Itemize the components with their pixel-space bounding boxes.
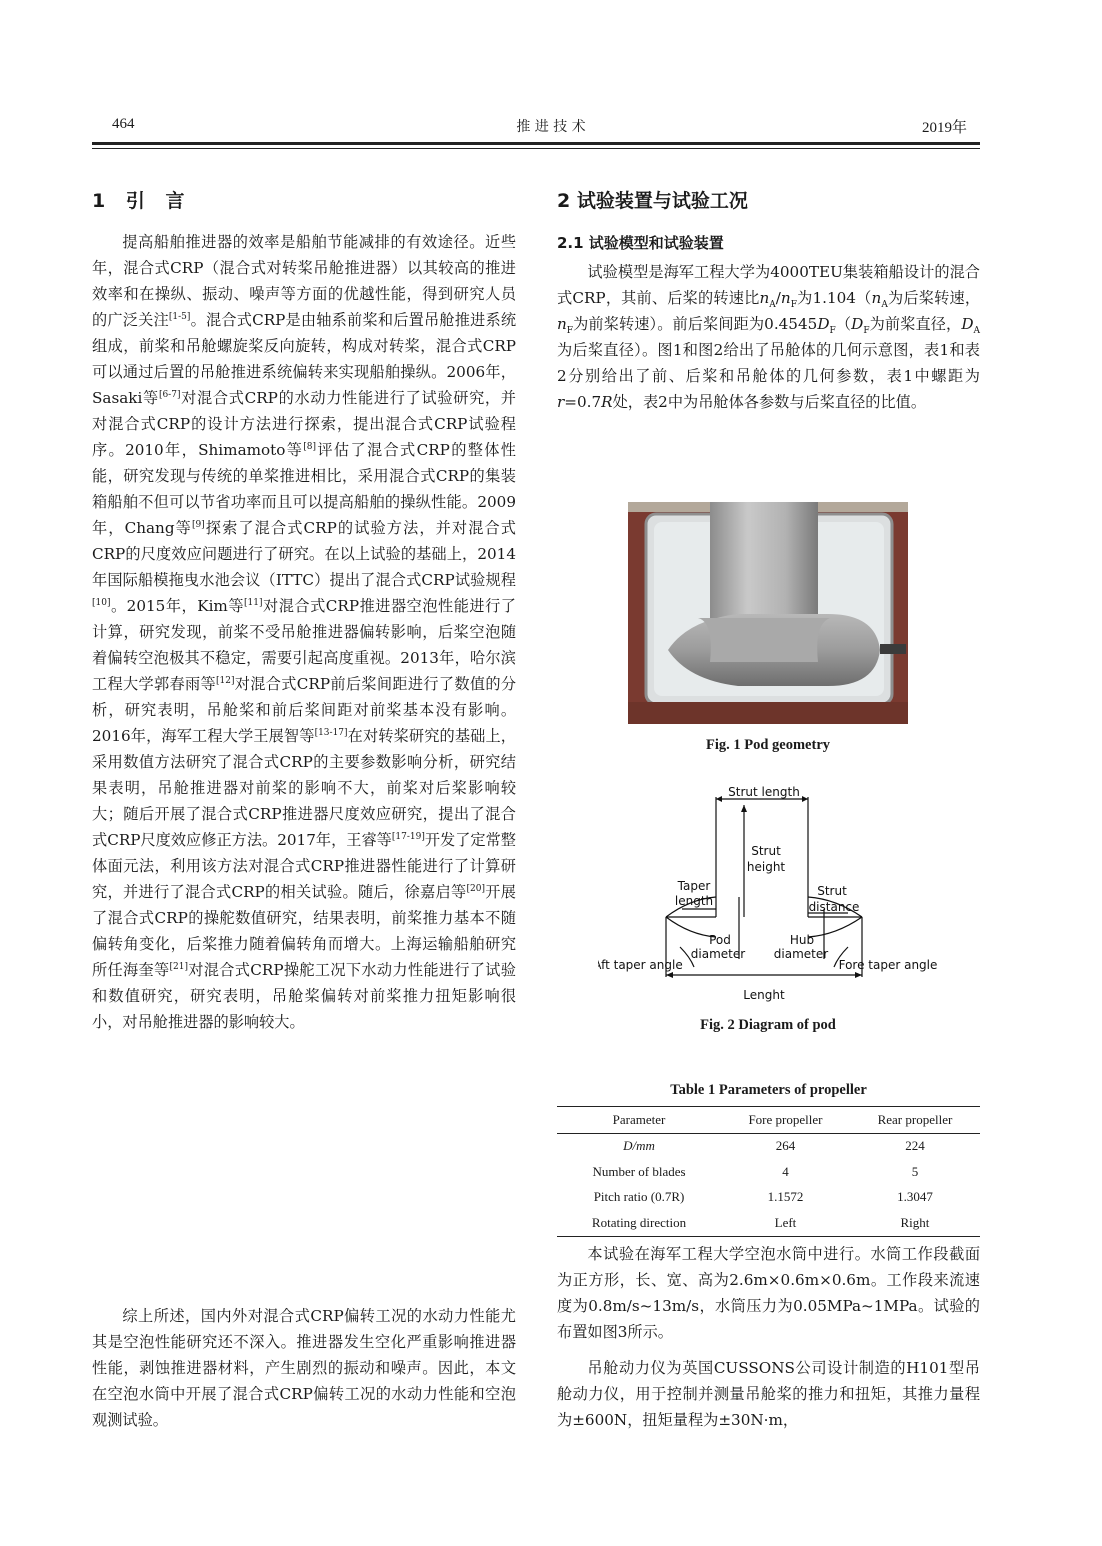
label-strut-height-1: Strut — [751, 844, 781, 858]
table1-header-parameter: Parameter — [557, 1107, 721, 1134]
table1-cell: 264 — [775, 1138, 796, 1154]
table1-caption: Table 1 Parameters of propeller — [670, 1082, 867, 1098]
table-row — [557, 1210, 980, 1236]
intro-paragraph-1: 提高船舶推进器的效率是船舶节能减排的有效途径。近些年，混合式CRP（混合式对转桨吊舱推进器）以其较高的推进效率和在操纵、振动、噪声等方面的优越性能，得到研究人员的广泛关注[1-5]。混合式CRP是由轴系前桨和后置吊舱推进系统组成，前桨和吊舱螺旋桨反向旋转，构成对转桨，混合式CRP可以通过后置的吊舱推进系统偏转来实现船舶操纵。2006年，Sasaki等[6-7]对混合式CRP的水动力性能进行了试验研究，并对混合式CRP的设计方法进行探索，提出混合式CRP试验程序。2010年，Shimamoto等[8]评估了混合式CRP的整体性能，研究发现与传统的单桨推进相比，采用混合式CRP的集装箱船舶不但可以节省功率而且可以提高船舶的操纵性能。2009年，Chang等[9]探索了混合式CRP的试验方法，并对混合式CRP的尺度效应问题进行了研究。在以上试验的基础上，2014年国际船模拖曳水池会议（ITTC）提出了混合式CRP试验规程[10]。2015年，Kim等[11]对混合式CRP推进器空泡性能进行了计算，研究发现，前桨不受吊舱推进器偏转影响，后桨空泡随着偏转空泡极其不稳定，需要引起高度重视。2013年，哈尔滨工程大学郭春雨等[12]对混合式CRP前后桨间距进行了数值的分析，研究表明，吊舱桨和前后桨间距对前桨基本没有影响。2016年，海军工程大学王展智等[13-17]在对转桨研究的基础上，采用数值方法研究了混合式CRP的主要参数影响分析，研究结果表明，吊舱推进器对前桨的影响不大，前桨对后桨影响较大；随后开展了混合式CRP推进器尺度效应研究，提出了混合式CRP尺度效应修正方法。2017年，王睿等[17-19]开发了定常整体面元法，利用该方法对混合式CRP推进器性能进行了计算研究，并进行了混合式CRP的相关试验。随后，徐嘉启等[20]开展了混合式CRP的操舵数值研究，结果表明，前桨推力基本不随偏转角变化，后桨推力随着偏转角而增大。上海运输船舶研究所任海奎等[21]对混合式CRP操舵工况下水动力性能进行了试验和数值研究，研究表明，吊舱桨偏转对前桨推力扭矩影响很小，对吊舱推进器的影响较大。 — [92, 233, 517, 1031]
table-row — [557, 1185, 980, 1211]
fig2-caption: Fig. 2 Diagram of pod — [700, 1017, 836, 1033]
label-strut-distance-1: Strut — [817, 884, 847, 898]
table1-header-fore: Fore propeller — [721, 1107, 850, 1134]
label-taper-length-1: Taper — [677, 879, 711, 893]
table1-cell: Right — [850, 1210, 980, 1236]
fig1-caption: Fig. 1 Pod geometry — [705, 737, 831, 753]
table1-header-rear: Rear propeller — [850, 1107, 980, 1134]
water-tunnel-paragraph: 本试验在海军工程大学空泡水筒中进行。水筒工作段截面为正方形，长、宽、高为2.6m×0.6m×0.6m。工作段来流速度为0.8m/s~13m/s，水筒压力为0.05MPa~1MPa。试验的布置如图3所示。 — [557, 1245, 980, 1341]
table1-cell: Pitch ratio (0.7R) — [593, 1189, 685, 1205]
label-strut-length: Strut length — [728, 785, 800, 799]
section-1-heading: 1 引 言 — [92, 190, 185, 212]
label-pod-diameter-1: Pod — [709, 933, 731, 947]
section-2-1-heading: 2.1 试验模型和试验装置 — [557, 234, 724, 252]
table1-cell: 1.3047 — [897, 1189, 933, 1205]
label-fore-taper-angle: Fore taper angle — [838, 958, 938, 972]
label-strut-height-2: height — [746, 860, 786, 874]
journal-name: 推 进 技 术 — [516, 119, 586, 135]
label-hub-diameter-1: Hub — [789, 933, 815, 947]
pod-photo — [628, 502, 908, 724]
label-length: Lenght — [743, 988, 785, 1002]
label-strut-distance-2: distance — [808, 900, 860, 914]
table1-cell: 5 — [911, 1163, 919, 1179]
table1-cell: 224 — [905, 1138, 925, 1154]
pod-diagram — [598, 783, 948, 1008]
header-rule-thick — [92, 142, 980, 145]
table-row — [557, 1133, 980, 1159]
publication-year: 2019年 — [922, 120, 968, 136]
dynamometer-paragraph: 吊舱动力仪为英国CUSSONS公司设计制造的H101型吊舱动力仪，用于控制并测量吊舱桨的推力和扭矩，其推力量程为±600N，扭矩量程为±30N·m， — [557, 1359, 980, 1429]
label-pod-diameter-2: diameter — [690, 947, 746, 961]
table-row — [557, 1159, 980, 1185]
label-aft-taper-angle: Aft taper angle — [598, 958, 683, 972]
intro-paragraph-2: 综上所述，国内外对混合式CRP偏转工况的水动力性能尤其是空泡性能研究还不深入。推进器发生空化严重影响推进器性能，剥蚀推进器材料，产生剧烈的振动和噪声。因此，本文在空泡水筒中开展了混合式CRP偏转工况的水动力性能和空泡观测试验。 — [92, 1307, 516, 1429]
table1 — [557, 1106, 980, 1237]
page-number: 464 — [112, 116, 135, 132]
table1-cell: 1.1572 — [767, 1189, 804, 1205]
label-hub-diameter-2: diameter — [773, 947, 829, 961]
table1-cell: Left — [721, 1210, 850, 1236]
table1-cell: Number of blades — [592, 1163, 686, 1179]
table1-cell: D/mm — [623, 1138, 655, 1154]
label-taper-length-2: length — [674, 894, 714, 908]
table1-cell: 4 — [782, 1163, 789, 1179]
section-2-heading: 2 试验装置与试验工况 — [557, 190, 748, 212]
header-rule-thin — [92, 148, 980, 149]
table1-cell: Rotating direction — [557, 1210, 721, 1236]
model-paragraph: 试验模型是海军工程大学为4000TEU集装箱船设计的混合式CRP，其前、后桨的转速比$n_A/n_F$为$1.104(n_A$为后桨转速，$n_F$为前桨转速）。前后桨间距为$0.4545D_F(D_F$为前桨直径，$D_A$为后桨直径）。图1和图2给出了吊舱体的几何示意图，表1和表2分别给出了前、后桨和吊舱体的几何参数，表1中螺距为r=0.7R处，表2中为吊舱体各参数与后桨直径的比值。 — [557, 263, 981, 411]
